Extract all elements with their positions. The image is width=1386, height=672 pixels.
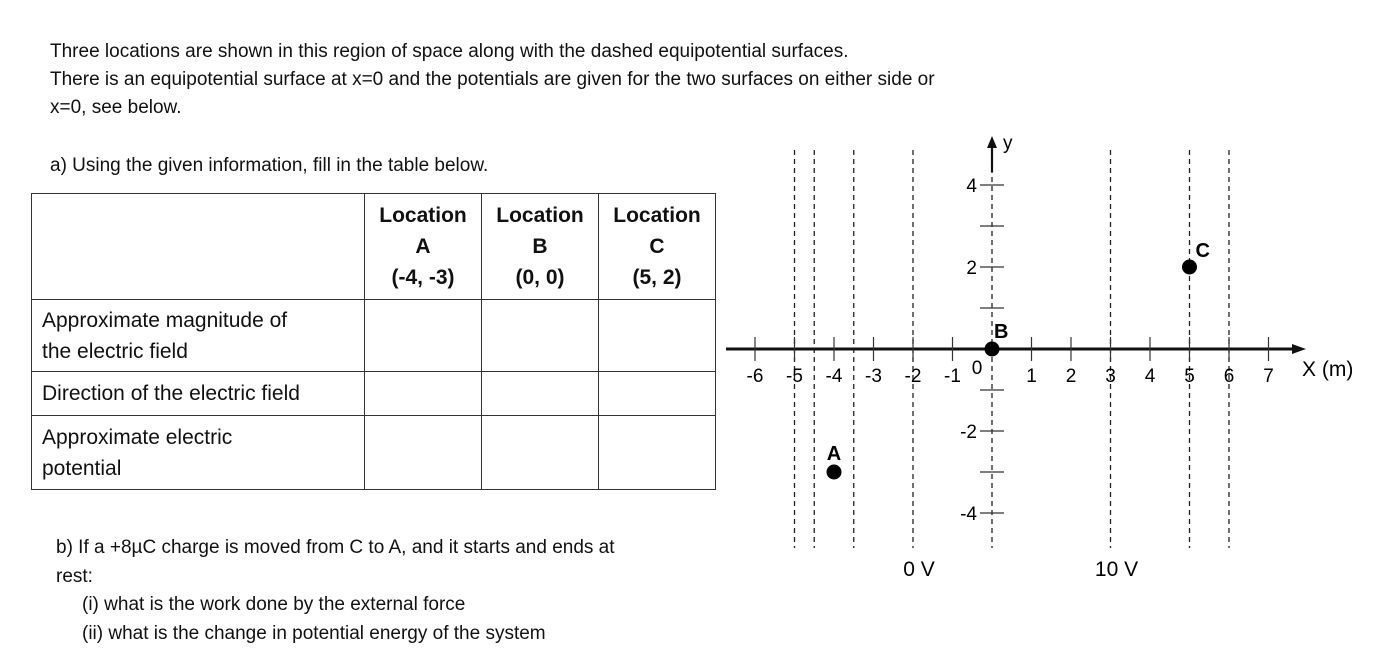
header-location-c: Location C (5, 2) bbox=[599, 194, 716, 300]
x-tick-label: 6 bbox=[1223, 366, 1235, 387]
part-a-prompt: a) Using the given information, fill in the table below. bbox=[50, 155, 489, 176]
y-tick-label: -2 bbox=[960, 422, 977, 443]
point-b-label: B bbox=[994, 321, 1009, 343]
part-b-item-1: (i) what is the work done by the external force bbox=[82, 594, 466, 615]
header-location-b: Location B (0, 0) bbox=[482, 194, 599, 300]
potential-label: 0 V bbox=[903, 558, 935, 581]
part-b-item-2: (ii) what is the change in potential energy of the system bbox=[82, 623, 546, 644]
x-tick-label: 1 bbox=[1026, 366, 1037, 387]
x-tick-label: -4 bbox=[825, 366, 843, 387]
x-tick-label: 3 bbox=[1105, 366, 1116, 387]
x-tick-label: -5 bbox=[786, 366, 803, 387]
intro-line-2: There is an equipotential surface at x=0 and the potentials are given for the two surfaces on either side or bbox=[50, 69, 935, 90]
y-tick-label: 4 bbox=[966, 176, 977, 197]
intro-line-1: Three locations are shown in this region of space along with the dashed equipotential surfaces. bbox=[50, 41, 849, 62]
row-label-field-magnitude: Approximate magnitude of the electric field bbox=[32, 300, 365, 372]
x-axis-arrowhead bbox=[1292, 344, 1306, 354]
point-a-label: A bbox=[826, 443, 842, 465]
x-axis-label: X (m) bbox=[1302, 358, 1354, 381]
point-b-marker bbox=[985, 342, 1000, 357]
potential-label: 10 V bbox=[1094, 558, 1139, 581]
header-location-a: Location A (-4, -3) bbox=[365, 194, 482, 300]
point-c-label: C bbox=[1195, 240, 1210, 262]
x-tick-label: 5 bbox=[1184, 366, 1195, 387]
x-tick-label: -1 bbox=[944, 366, 961, 387]
origin-label: 0 bbox=[971, 358, 983, 379]
x-tick-label: -2 bbox=[904, 366, 922, 387]
y-tick-label: -4 bbox=[960, 504, 977, 525]
point-a-marker bbox=[827, 465, 842, 480]
part-b-line-1: b) If a +8µC charge is moved from C to A, and it starts and ends at bbox=[56, 537, 615, 558]
x-tick-label: -6 bbox=[746, 366, 764, 387]
x-tick-label: 4 bbox=[1144, 366, 1156, 387]
x-tick-label: -3 bbox=[865, 366, 882, 387]
intro-line-3: x=0, see below. bbox=[50, 97, 182, 118]
y-tick-label: 2 bbox=[966, 258, 977, 279]
x-tick-label: 2 bbox=[1065, 366, 1077, 387]
row-label-electric-potential: Approximate electric potential bbox=[32, 416, 365, 490]
x-tick-label: 7 bbox=[1263, 366, 1274, 387]
part-b-line-2: rest: bbox=[56, 566, 93, 587]
y-axis-arrowhead bbox=[987, 136, 997, 148]
y-axis-label: y bbox=[1003, 133, 1013, 154]
row-label-field-direction: Direction of the electric field bbox=[32, 372, 365, 416]
